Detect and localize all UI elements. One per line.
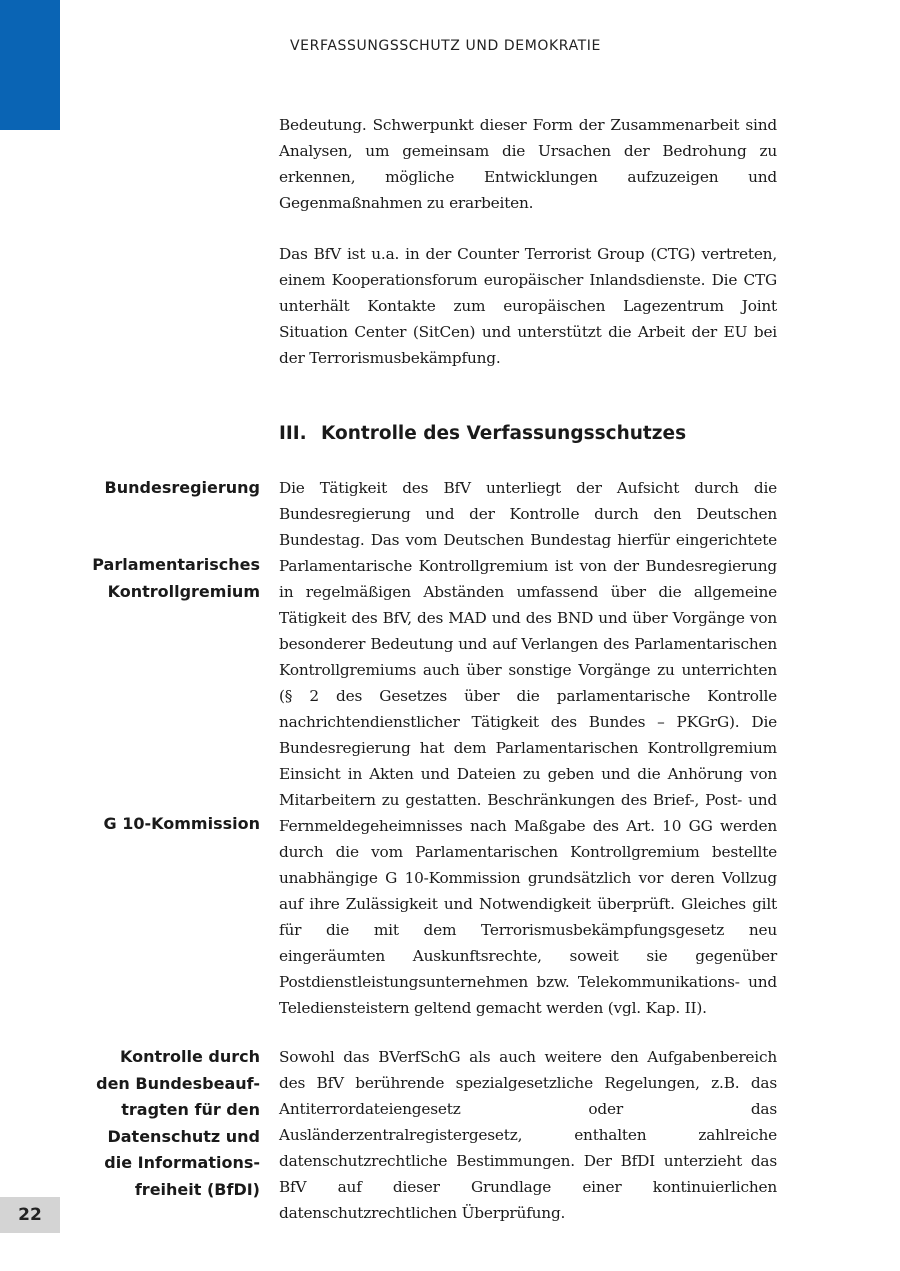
section-number: III. [279, 423, 307, 444]
page-number: 22 [0, 1197, 60, 1233]
paragraph-1-block [279, 112, 777, 216]
paragraph-4: Sowohl das BVerfSchG als auch weitere den Aufgabenbereich des BfV berührende spezialgesetzliche Regelungen, z.B. das Antiterrordateiengesetz oder das Ausländerzentralregistergesetz, enthalten zahlreiche datenschutzrechtliche Bestimmungen. Der BfDI unterzieht das BfV auf dieser Grundlage einer kontinuierlichen datenschutzrechtlichen Überprüfung. [279, 1048, 777, 1222]
paragraph-4-block [279, 1044, 777, 1226]
margin-note-g10: G 10-Kommission [103, 814, 260, 833]
paragraph-3: Die Tätigkeit des BfV unterliegt der Aufsicht durch die Bundesregierung und der Kontrolle durch den Deutschen Bundestag. Das vom Deutschen Bundestag hierfür eingerichtete Parlamentarische Kontrollgremium ist von der Bundesregierung in regelmäßigen Abständen umfassend über die allgemeine Tätigkeit des BfV, des MAD und des BND und über Vorgänge von besonderer Bedeutung und auf Verlangen des Parlamentarischen Kontrollgremiums auch über sonstige Vorgänge zu unterrichten (§ 2 des Gesetzes über die parlamentarische Kontrolle nachrichtendienstlicher Tätigkeit des Bundes – PKGrG). Die Bundesregierung hat dem Parlamentarischen Kontrollgremium Einsicht in Akten und Dateien zu geben und die Anhörung von Mitarbeitern zu gestatten. Beschränkungen des Brief-, Post- und Fernmeldegeheimnisses nach Maßgabe des Art. 10 GG werden durch die vom Parlamentarischen Kontrollgremium bestellte unabhängige G 10-Kommission grundsätzlich vor deren Vollzug auf ihre Zulässigkeit und Notwendigkeit überprüft. Gleiches gilt für die mit dem Terrorismusbekämpfungsgesetz neu eingeräumten Auskunftsrechte, soweit sie gegenüber Postdienstleistungsunternehmen bzw. Telekommunikations- und Telediensteistern geltend gemacht werden (vgl. Kap. II). [279, 479, 777, 1017]
running-header: VERFASSUNGSSCHUTZ UND DEMOKRATIE [290, 38, 601, 54]
margin-note-bundesregierung: Bundesregierung [104, 478, 260, 497]
section-title: Kontrolle des Verfassungsschutzes [321, 423, 687, 444]
margin-note-bfdi: Kontrolle durch den Bundesbeauf- tragten für den Datenschutz und die Informations- freiheit (BfDI) [96, 1047, 260, 1199]
paragraph-2-block [279, 241, 777, 371]
section-heading [279, 423, 686, 444]
chapter-color-tab [0, 0, 60, 130]
paragraph-1: Bedeutung. Schwerpunkt dieser Form der Zusammenarbeit sind Analysen, um gemeinsam die Ursachen der Bedrohung zu erkennen, mögliche Entwicklungen aufzuzeigen und Gegenmaßnahmen zu erarbeiten. [279, 116, 777, 212]
paragraph-3-block [279, 475, 777, 1021]
margin-note-kontrollgremium: Parlamentarisches Kontrollgremium [92, 555, 260, 601]
paragraph-2: Das BfV ist u.a. in der Counter Terrorist Group (CTG) vertreten, einem Kooperationsforum europäischer Inlandsdienste. Die CTG unterhält Kontakte zum europäischen Lagezentrum Joint Situation Center (SitCen) und unterstützt die Arbeit der EU bei der Terrorismusbekämpfung. [279, 245, 777, 367]
